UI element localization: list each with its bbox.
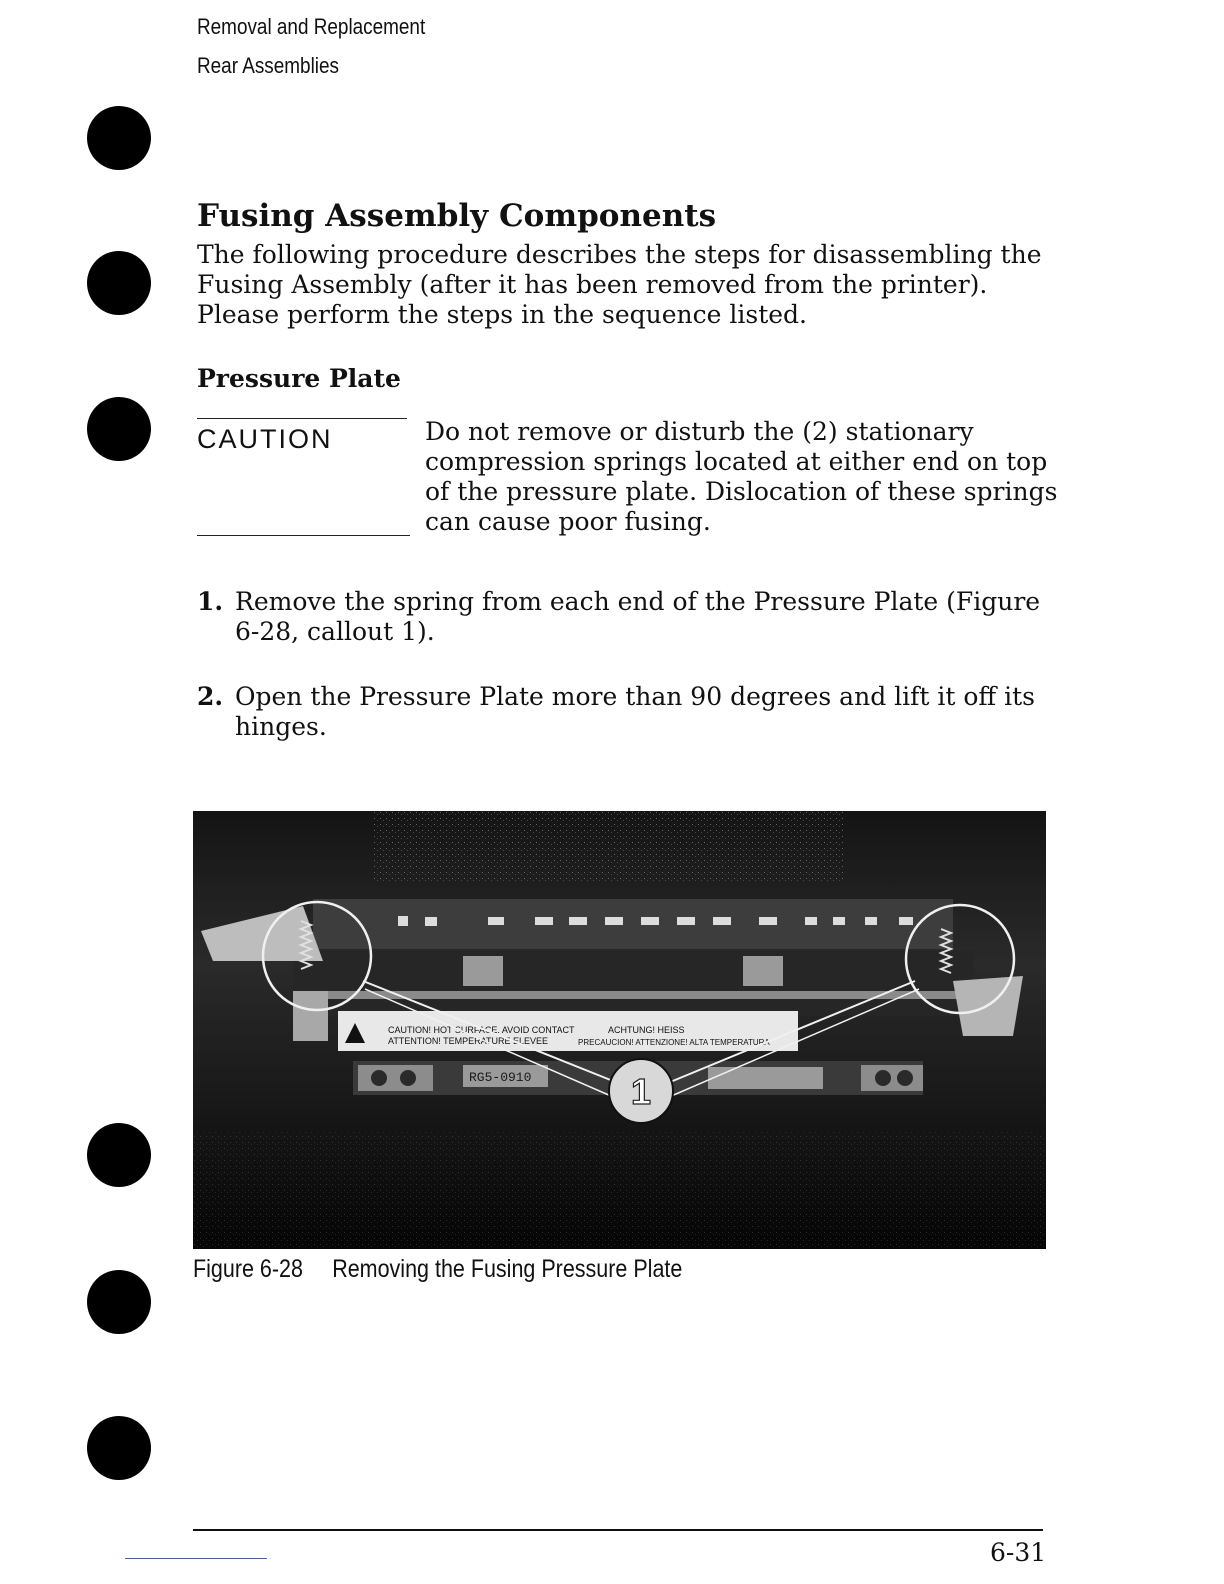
punch-hole xyxy=(87,1123,151,1187)
callout-number: 1 xyxy=(630,1071,652,1112)
section-title: Fusing Assembly Components xyxy=(197,198,717,234)
photo-texture xyxy=(193,1131,1046,1249)
figure-photo xyxy=(193,811,1046,1249)
hinge-left xyxy=(463,956,503,986)
caution-text: Do not remove or disturb the (2) stationary compression springs located at either end on top of the pressure plate. Dislocation of these springs can cause poor fusing. xyxy=(425,417,1058,536)
footer-margin-mark xyxy=(125,1558,267,1559)
step-text: Remove the spring from each end of the Pressure Plate (Figure 6-28, callout 1). xyxy=(235,587,1041,646)
figure-title: Removing the Fusing Pressure Plate xyxy=(332,1255,683,1283)
punch-hole xyxy=(87,397,151,461)
bracket-left-foot xyxy=(293,991,328,1041)
page-number: 6-31 xyxy=(990,1538,1047,1567)
assembly-body xyxy=(293,951,973,1016)
caution-label: CAUTION xyxy=(197,424,333,454)
warning-text-es-it: PRECAUCION! ATTENZIONE! ALTA TEMPERATURA xyxy=(578,1038,770,1047)
footer-rule xyxy=(193,1529,1043,1531)
slot-hole xyxy=(371,1070,387,1086)
assembly-top-ridge xyxy=(313,899,953,949)
slot-hole xyxy=(897,1070,913,1086)
photo-texture xyxy=(373,811,843,881)
base-slot-left xyxy=(358,1065,433,1091)
warning-text-de: ACHTUNG! HEISS xyxy=(608,1025,685,1035)
punch-hole xyxy=(87,1270,151,1334)
step-text: Open the Pressure Plate more than 90 degrees and lift it off its hinges. xyxy=(235,682,1035,741)
section-intro: The following procedure describes the steps for disassembling the Fusing Assembly (after it has been removed from the printer). Please perform the steps in the sequence listed. xyxy=(197,240,1042,329)
part-number-text: RG5-0910 xyxy=(469,1070,532,1085)
subsection-title: Pressure Plate xyxy=(197,364,401,393)
caution-top-rule xyxy=(197,418,407,419)
pressure-plate-edge xyxy=(293,991,973,999)
step-number: 1. xyxy=(197,587,224,616)
figure-caption xyxy=(193,1255,682,1284)
running-header-chapter: Removal and Replacement xyxy=(197,14,426,39)
hinge-right xyxy=(743,956,783,986)
slot-hole xyxy=(400,1070,416,1086)
caution-bottom-rule xyxy=(197,535,410,536)
base-slot-middle xyxy=(708,1067,823,1089)
running-header-section: Rear Assemblies xyxy=(197,53,339,78)
warning-text-fr: ATTENTION! TEMPERATURE ELEVEE xyxy=(388,1036,549,1046)
punch-hole xyxy=(87,1416,151,1480)
punch-hole xyxy=(87,106,151,170)
warning-text-en: CAUTION! HOT SURFACE. AVOID CONTACT xyxy=(388,1025,575,1035)
base-slot-right xyxy=(861,1065,923,1091)
figure-label: Figure 6-28 xyxy=(193,1255,303,1283)
punch-hole xyxy=(87,251,151,315)
slot-hole xyxy=(875,1070,891,1086)
step-number: 2. xyxy=(197,682,224,711)
